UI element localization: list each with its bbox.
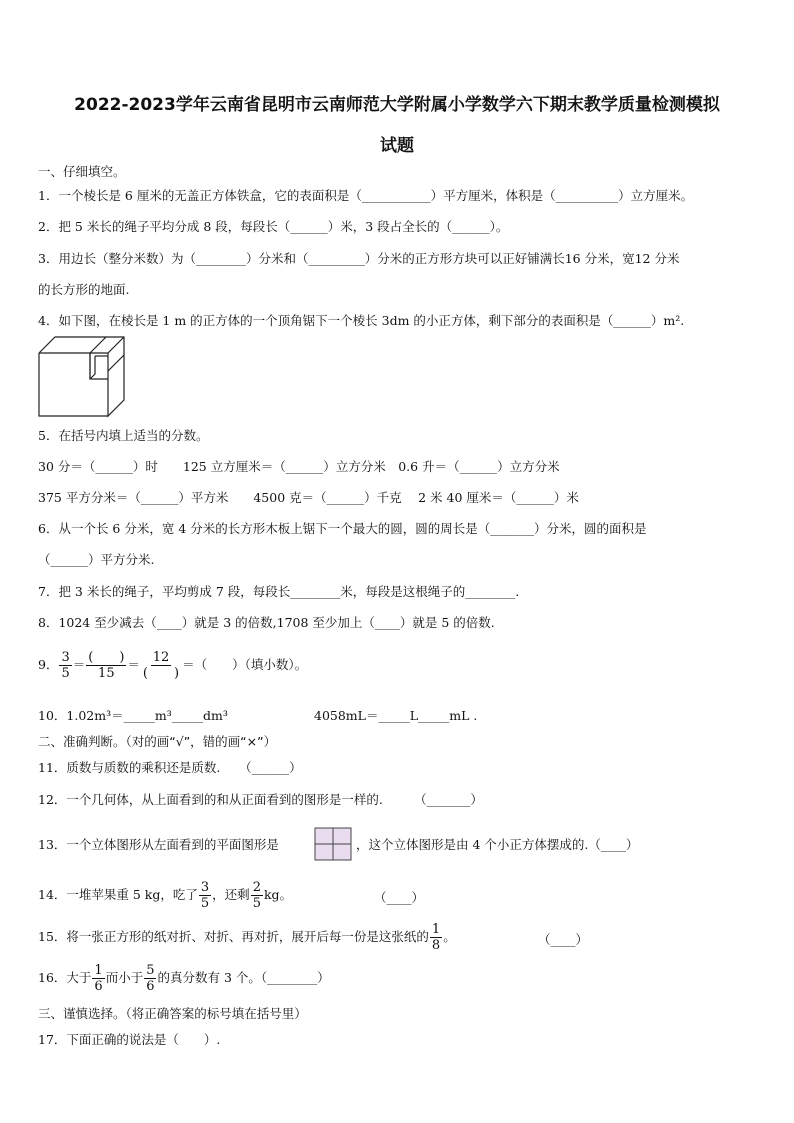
question-16-text: 而小于 bbox=[105, 970, 144, 985]
question-13-tail: ，这个立体图形是由 4 个小正方体摆成的.（____） bbox=[356, 837, 639, 852]
question-7: 7．把 3 米长的绳子，平均剪成 7 段，每段长________米，每段是这根绳子的________. bbox=[38, 584, 520, 599]
question-10-part2: 4058mL＝_____L_____mL . bbox=[314, 708, 478, 723]
page-title-line2: 试题 bbox=[380, 136, 414, 156]
question-16-text: 的真分数有 3 个。（________） bbox=[157, 970, 330, 985]
question-16 bbox=[38, 963, 330, 994]
fraction: $\frac{1}{6}$ bbox=[94, 963, 103, 994]
square-grid-figure bbox=[314, 827, 352, 861]
question-14-text: kg。 bbox=[263, 887, 293, 902]
question-5-row2: 375 平方分米＝（______）平方米 4500 克＝（______）千克 2 米 40 厘米＝（______）米 bbox=[38, 490, 579, 505]
question-1: 1．一个棱长是 6 厘米的无盖正方体铁盒，它的表面积是（___________）平方厘米，体积是（__________）立方厘米。 bbox=[38, 188, 694, 203]
question-14-answer: （____） bbox=[374, 890, 425, 905]
fraction: $\frac{3}{5}$ bbox=[200, 880, 210, 911]
question-5: 5．在括号内填上适当的分数。 bbox=[38, 428, 209, 443]
cube-cut-figure bbox=[38, 336, 126, 418]
question-14-text: 14．一堆苹果重 5 kg，吃了 bbox=[38, 887, 198, 902]
question-17: 17．下面正确的说法是（ ）. bbox=[38, 1032, 221, 1047]
fraction: $\frac{2}{5}$ bbox=[252, 880, 261, 911]
section-heading-fill: 一、仔细填空。 bbox=[38, 164, 126, 179]
question-11: 11．质数与质数的乘积还是质数. （______） bbox=[38, 760, 302, 775]
question-14-text: ，还剩 bbox=[212, 887, 250, 902]
fraction: $\frac{1}{8}$ bbox=[431, 922, 441, 953]
question-12: 12．一个几何体，从上面看到的和从正面看到的图形是一样的. （_______） bbox=[38, 792, 483, 807]
question-9-label: 9． bbox=[38, 657, 59, 672]
question-15 bbox=[38, 922, 456, 953]
question-15-text: 15．将一张正方形的纸对折、对折、再对折，展开后每一份是这张纸的 bbox=[38, 929, 429, 944]
question-5-row1: 30 分＝（______）时 125 立方厘米＝（______）立方分米 0.6 升＝（______）立方分米 bbox=[38, 459, 560, 474]
fraction: $\frac{12}{( )}$ bbox=[142, 650, 180, 681]
equals-sign: ＝ bbox=[127, 657, 140, 672]
question-14 bbox=[38, 880, 292, 911]
fraction: $\frac{( )}{15}$ bbox=[88, 650, 125, 681]
question-4: 4．如下图，在棱长是 1 m 的正方体的一个顶角锯下一个棱长 3dm 的小正方体，剩下部分的表面积是（______）m². bbox=[38, 313, 685, 328]
question-13: 13．一个立体图形从左面看到的平面图形是 bbox=[38, 837, 279, 852]
question-3: 3．用边长（整分米数）为（________）分米和（_________）分米的正方形方块可以正好铺满长16 分米，宽12 分米 bbox=[38, 251, 680, 266]
question-6-cont: （______）平方分米. bbox=[38, 552, 155, 567]
question-15-text: 。 bbox=[443, 929, 456, 944]
question-10: 10．1.02m³＝_____m³_____dm³ bbox=[38, 708, 228, 723]
equals-sign: ＝ bbox=[72, 657, 86, 672]
question-9 bbox=[38, 650, 307, 681]
fraction: $\frac{5}{6}$ bbox=[146, 963, 155, 994]
question-15-answer: （____） bbox=[538, 932, 589, 947]
question-16-text: 16．大于 bbox=[38, 970, 92, 985]
question-3-cont: 的长方形的地面. bbox=[38, 282, 130, 297]
fraction: $\frac{3}{5}$ bbox=[61, 650, 70, 681]
question-8: 8．1024 至少减去（____）就是 3 的倍数,1708 至少加上（____）就是 5 的倍数. bbox=[38, 615, 495, 630]
question-9-tail: ＝（ ）（填小数）。 bbox=[182, 657, 308, 672]
section-heading-judge: 二、准确判断。（对的画“√”，错的画“×”） bbox=[38, 734, 277, 749]
section-heading-choice: 三、谨慎选择。（将正确答案的标号填在括号里） bbox=[38, 1006, 307, 1021]
question-6: 6．从一个长 6 分米，宽 4 分米的长方形木板上锯下一个最大的圆，圆的周长是（_______）分米，圆的面积是 bbox=[38, 521, 647, 536]
page-title: 2022-2023学年云南省昆明市云南师范大学附属小学数学六下期末教学质量检测模拟 bbox=[74, 95, 720, 115]
question-2: 2．把 5 米长的绳子平均分成 8 段，每段长（______）米，3 段占全长的（______）。 bbox=[38, 219, 509, 234]
